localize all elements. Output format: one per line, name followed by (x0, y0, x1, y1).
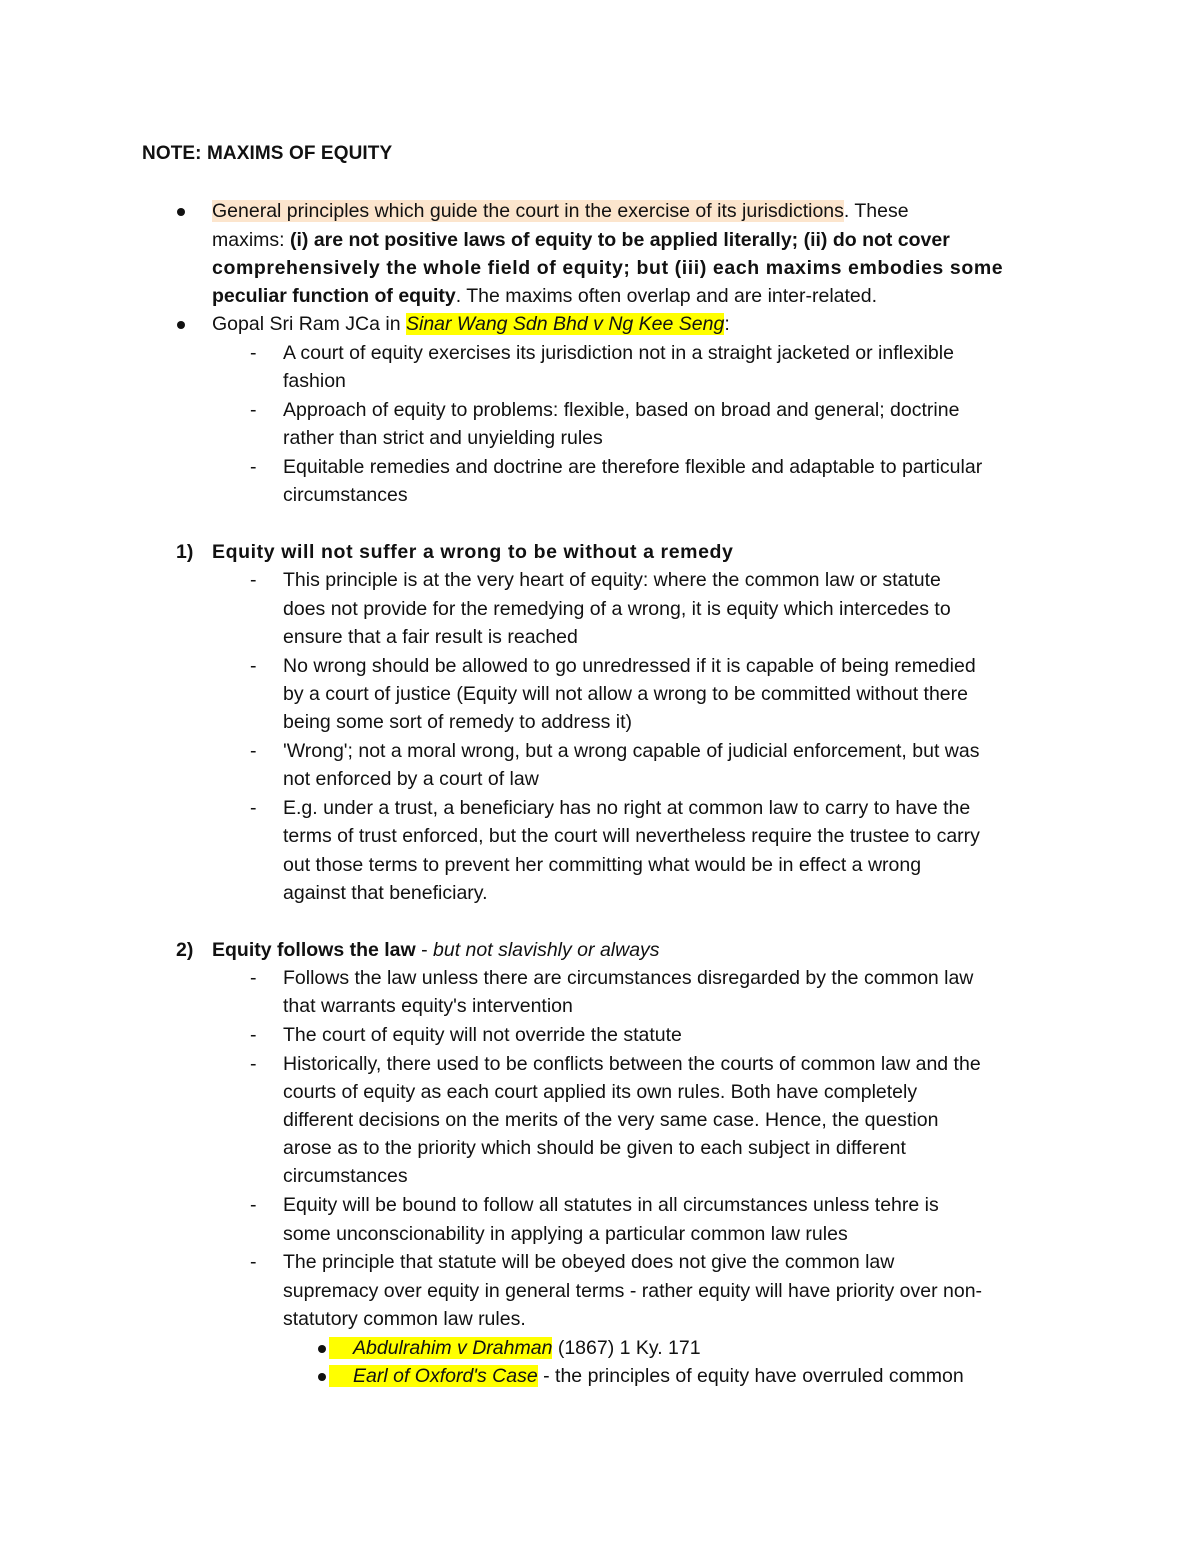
s2-dash5-line1: The principle that statute will be obeyed does not give the common law (283, 1251, 895, 1273)
intro-dash2-line2: rather than strict and unyielding rules (283, 427, 603, 449)
section-number: 1) (176, 541, 194, 563)
intro-dash2-line1: Approach of equity to problems: flexible, based on broad and general; doctrine (283, 399, 960, 421)
bullet-point (177, 208, 185, 216)
intro-dash1-line2: fashion (283, 370, 346, 392)
intro-bullet1-line4: peculiar function of equity. The maxims often overlap and are inter-related. (212, 285, 878, 307)
highlighted-text: General principles which guide the court in the exercise of its jurisdictions (212, 200, 844, 222)
s1-dash1-line1: This principle is at the very heart of equity: where the common law or statute (283, 569, 941, 591)
case-name: Abdulrahim v Drahman (329, 1337, 552, 1359)
intro-dash3-line1: Equitable remedies and doctrine are therefore flexible and adaptable to particular (283, 456, 983, 478)
dash-marker: - (250, 399, 257, 421)
intro-bullet1-line2: maxims: (i) are not positive laws of equity to be applied literally; (ii) do not cover (212, 229, 950, 251)
page-title: NOTE: MAXIMS OF EQUITY (142, 143, 393, 164)
bullet-point (318, 1373, 326, 1381)
intro-bullet2: Gopal Sri Ram JCa in Sinar Wang Sdn Bhd v Ng Kee Seng: (212, 313, 730, 335)
dash-marker: - (250, 456, 257, 478)
intro-bullet1-line1: General principles which guide the court in the exercise of its jurisdictions. These (212, 200, 909, 222)
case-item: Abdulrahim v Drahman (1867) 1 Ky. 171 (329, 1334, 701, 1362)
s1-dash4-line2: terms of trust enforced, but the court will nevertheless require the trustee to carry (283, 825, 980, 847)
dash-marker: - (250, 967, 257, 989)
s2-dash3-line5: circumstances (283, 1165, 408, 1187)
bullet-point (318, 1345, 326, 1353)
intro-dash1-line1: A court of equity exercises its jurisdiction not in a straight jacketed or inflexible (283, 342, 954, 364)
s1-dash2-line1: No wrong should be allowed to go unredressed if it is capable of being remedied (283, 655, 976, 677)
s1-dash4-line4: against that beneficiary. (283, 882, 488, 904)
s1-dash1-line2: does not provide for the remedying of a wrong, it is equity which intercedes to (283, 598, 951, 620)
s1-dash1-line3: ensure that a fair result is reached (283, 626, 578, 648)
dash-marker: - (250, 1194, 257, 1216)
dash-marker: - (250, 1024, 257, 1046)
s1-dash2-line3: being some sort of remedy to address it) (283, 711, 632, 733)
s2-dash2-line1: The court of equity will not override the statute (283, 1024, 682, 1046)
dash-marker: - (250, 655, 257, 677)
s2-dash3-line2: courts of equity as each court applied its own rules. Both have completely (283, 1081, 918, 1103)
dash-marker: - (250, 740, 257, 762)
s2-dash5-line3: statutory common law rules. (283, 1308, 526, 1330)
s1-dash4-line1: E.g. under a trust, a beneficiary has no right at common law to carry to have the (283, 797, 971, 819)
dash-marker: - (250, 569, 257, 591)
intro-bullet1-line3: comprehensively the whole field of equity; but (iii) each maxims embodies some (212, 257, 1004, 279)
intro-dash3-line2: circumstances (283, 484, 408, 506)
s1-dash4-line3: out those terms to prevent her committing what would be in effect a wrong (283, 854, 922, 876)
s2-dash3-line3: different decisions on the merits of the very same case. Hence, the question (283, 1109, 939, 1131)
section2-heading: Equity follows the law - but not slavishly or always (212, 939, 660, 961)
s2-dash3-line1: Historically, there used to be conflicts between the courts of common law and the (283, 1053, 981, 1075)
dash-marker: - (250, 1053, 257, 1075)
section-number: 2) (176, 939, 194, 961)
bullet-point (177, 321, 185, 329)
section1-heading: Equity will not suffer a wrong to be without a remedy (212, 541, 734, 563)
case-name: Earl of Oxford's Case (329, 1365, 538, 1387)
s1-dash2-line2: by a court of justice (Equity will not allow a wrong to be committed without there (283, 683, 968, 705)
s2-dash1-line2: that warrants equity's intervention (283, 995, 573, 1017)
dash-marker: - (250, 342, 257, 364)
s1-dash3-line1: 'Wrong'; not a moral wrong, but a wrong capable of judicial enforcement, but was (283, 740, 980, 762)
s2-dash4-line1: Equity will be bound to follow all statutes in all circumstances unless tehre is (283, 1194, 939, 1216)
s2-dash3-line4: arose as to the priority which should be given to each subject in different (283, 1137, 906, 1159)
s1-dash3-line2: not enforced by a court of law (283, 768, 539, 790)
dash-marker: - (250, 1251, 257, 1273)
s2-dash1-line1: Follows the law unless there are circumstances disregarded by the common law (283, 967, 974, 989)
dash-marker: - (250, 797, 257, 819)
s2-dash5-line2: supremacy over equity in general terms - rather equity will have priority over non- (283, 1280, 983, 1302)
case-item: Earl of Oxford's Case - the principles of equity have overruled common (329, 1362, 964, 1390)
s2-dash4-line2: some unconscionability in applying a particular common law rules (283, 1223, 848, 1245)
case-name: Sinar Wang Sdn Bhd v Ng Kee Seng (405, 313, 725, 335)
